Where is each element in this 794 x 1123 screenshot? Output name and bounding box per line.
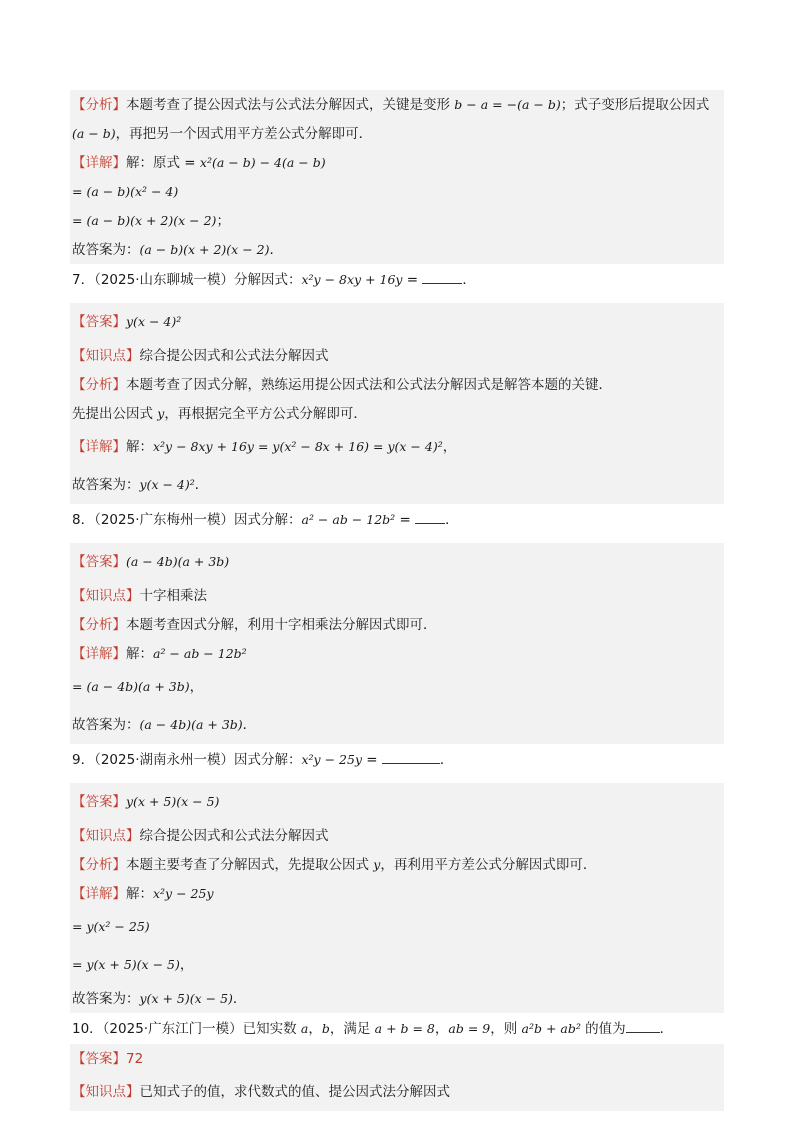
answer-10: 【答案】72 xyxy=(70,1044,724,1073)
analysis-9: 【分析】本题主要考查了分解因式，先提取公因式 y，再利用平方差公式分解因式即可． xyxy=(70,850,724,879)
detail-9-line3: = y(x + 5)(x − 5)， xyxy=(70,946,724,984)
detail-6-line3: = (a − b)(x + 2)(x − 2)； xyxy=(70,206,724,235)
answer-7: 【答案】y(x − 4)² xyxy=(70,303,724,341)
question-7: 7．（2025·山东聊城一模）分解因式：x²y − 8xy + 16y = ． xyxy=(72,272,476,288)
knowledge-7: 【知识点】综合提公因式和公式法分解因式 xyxy=(70,341,724,370)
detail-6-final: 故答案为：(a − b)(x + 2)(x − 2)． xyxy=(70,235,724,264)
detail-7: 【详解】解：x²y − 8xy + 16y = y(x² − 8x + 16) = y(x − 4)²， xyxy=(70,428,724,466)
detail-6-line2: = (a − b)(x² − 4) xyxy=(70,177,724,206)
question-9: 9．（2025·湖南永州一模）因式分解：x²y − 25y = ． xyxy=(72,752,454,768)
detail-8-final: 故答案为：(a − 4b)(a + 3b)． xyxy=(70,706,724,744)
detail-8-line2: = (a − 4b)(a + 3b)， xyxy=(70,668,724,706)
analysis-6-cont: (a − b)，再把另一个因式用平方差公式分解即可． xyxy=(70,119,724,148)
knowledge-8: 【知识点】十字相乘法 xyxy=(70,581,724,610)
answer-8: 【答案】(a − 4b)(a + 3b) xyxy=(70,543,724,581)
question-10: 10．（2025·广东江门一模）已知实数 a，b，满足 a + b = 8，ab = 9，则 a²b + ab² 的值为 ． xyxy=(72,1021,674,1037)
detail-9-line2: = y(x² − 25) xyxy=(70,908,724,946)
analysis-7-cont: 先提出公因式 y，再根据完全平方公式分解即可． xyxy=(70,399,724,428)
analysis-8: 【分析】本题考查因式分解，利用十字相乘法分解因式即可． xyxy=(70,610,724,639)
analysis-7: 【分析】本题考查了因式分解，熟练运用提公因式法和公式法分解因式是解答本题的关键． xyxy=(70,370,724,399)
knowledge-9: 【知识点】综合提公因式和公式法分解因式 xyxy=(70,821,724,850)
answer-9: 【答案】y(x + 5)(x − 5) xyxy=(70,783,724,821)
detail-7-final: 故答案为：y(x − 4)²． xyxy=(70,466,724,504)
detail-9-final: 故答案为：y(x + 5)(x − 5)． xyxy=(70,984,724,1013)
analysis-6: 【分析】本题考查了提公因式法与公式法分解因式，关键是变形 b − a = −(a − b)；式子变形后提取公因式 xyxy=(70,90,724,119)
detail-6-line1: 【详解】解：原式 = x²(a − b) − 4(a − b) xyxy=(70,148,724,177)
solution-page xyxy=(70,90,724,1111)
knowledge-10: 【知识点】已知式子的值，求代数式的值、提公因式法分解因式 xyxy=(70,1073,724,1111)
question-8: 8．（2025·广东梅州一模）因式分解：a² − ab − 12b² = ． xyxy=(72,512,459,528)
detail-8-line1: 【详解】解：a² − ab − 12b² xyxy=(70,639,724,668)
detail-9-line1: 【详解】解：x²y − 25y xyxy=(70,879,724,908)
